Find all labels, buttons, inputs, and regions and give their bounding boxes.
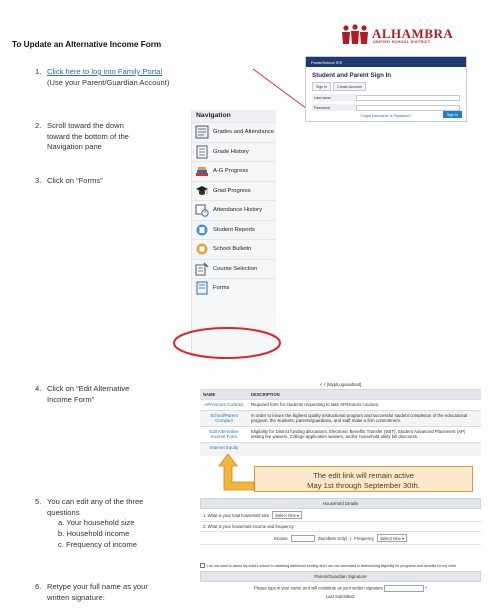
household-income-question-row xyxy=(200,522,481,532)
step-number: 2. xyxy=(35,121,42,130)
household-income-question: 2. What is your household income and frequency xyxy=(203,524,294,529)
signin-panel xyxy=(305,56,467,122)
form-description: In order to insure the highest quality instructional program and successful student completion of the educational program, the students, parents/guardians, and staff make a firm commitment. xyxy=(251,412,468,424)
opt-out-label: I do not want to assist my child's school in obtaining additional funding and I am not interested in determining eligibility for programs and benefits for my child xyxy=(207,563,456,568)
nav-label: A-G Progress xyxy=(213,168,249,175)
bulletin-icon xyxy=(195,242,209,256)
forms-highlight-ellipse xyxy=(170,325,285,361)
step-5-sub-b: b. Household income xyxy=(58,529,130,538)
callout-arrow xyxy=(218,452,258,494)
tab-create-account[interactable]: Create Account xyxy=(333,82,366,91)
nav-item-school-bulletin[interactable] xyxy=(192,239,276,259)
frequency-select[interactable]: Select One ▾ xyxy=(377,534,407,542)
nav-label: School Bulletin xyxy=(213,246,252,253)
opt-out-row xyxy=(200,560,481,571)
grades-icon xyxy=(195,125,209,139)
household-details-heading: Household Details xyxy=(200,498,481,509)
logo-name: ALHAMBRA xyxy=(372,26,454,41)
nav-item-grade-history[interactable] xyxy=(192,142,276,162)
income-row: Income (Numbers Only) | Frequency Select One ▾ xyxy=(200,532,481,545)
form-link-school-parent-compact[interactable]: School/Parent Compact xyxy=(210,412,238,423)
household-form xyxy=(200,498,481,545)
step-4 xyxy=(35,384,129,405)
navigation-pane xyxy=(191,110,276,356)
table-row xyxy=(200,410,481,426)
frequency-label: Frequency xyxy=(354,535,375,541)
nav-label: Grades and Attendance xyxy=(213,129,274,136)
reports-icon xyxy=(195,223,209,237)
household-size-select[interactable]: Select One ▾ xyxy=(272,511,302,519)
nav-item-ag-progress[interactable] xyxy=(192,161,276,181)
nav-label: Attendance History xyxy=(213,207,262,214)
step-number: 1. xyxy=(35,67,42,76)
username-label: Username xyxy=(312,94,356,101)
select-value: Select One xyxy=(275,512,296,518)
course-icon xyxy=(195,262,209,276)
signature-heading: Parent/Guardian Signature xyxy=(200,571,481,582)
income-label: Income xyxy=(273,535,288,541)
column-header-name: NAME xyxy=(203,392,216,397)
household-size-row xyxy=(200,509,481,522)
required-marker: * xyxy=(425,585,427,591)
nav-label: Student Reports xyxy=(213,226,255,233)
family-portal-link[interactable]: Click here to log into Family Portal xyxy=(47,67,163,76)
page-title: To Update an Alternative Income Form xyxy=(12,40,162,49)
callout-box xyxy=(254,466,473,492)
step-5-sub-a: a. Your household size xyxy=(58,518,135,527)
sign-in-button[interactable]: Sign In xyxy=(443,111,462,118)
password-label: Password xyxy=(312,104,356,111)
signature-section xyxy=(200,560,481,601)
nav-label: Course Selection xyxy=(213,265,258,272)
numbers-only-hint: (Numbers Only) xyxy=(317,535,348,541)
nav-item-grad-progress[interactable] xyxy=(192,181,276,201)
username-field[interactable] xyxy=(356,95,460,101)
form-description xyxy=(248,443,481,456)
signin-title: Student and Parent Sign In xyxy=(312,72,392,79)
income-input[interactable] xyxy=(291,535,315,542)
callout-line-1: The edit link will remain active xyxy=(313,471,414,480)
step-3-text: Click on “Forms” xyxy=(47,176,103,185)
signature-input[interactable] xyxy=(384,585,424,592)
table-row xyxy=(200,399,481,410)
forgot-link[interactable]: Forgot Username or Password? xyxy=(360,114,412,118)
step-6-line-2: written signature: xyxy=(47,592,105,602)
step-number: 3. xyxy=(35,176,42,185)
form-link-ap-honors[interactable]: AP/Honors Contract xyxy=(204,402,244,407)
forms-icon xyxy=(195,281,209,295)
signature-prompt: Please type in your name as it will constitute as your written signature xyxy=(254,585,383,591)
navigation-title: Navigation xyxy=(192,110,276,122)
password-field[interactable] xyxy=(356,105,460,111)
step-2-line-3: Navigation pane xyxy=(47,142,102,151)
tab-sign-in[interactable]: Sign In xyxy=(312,82,331,91)
step-6-line-1: Retype your full name as your xyxy=(47,582,148,591)
form-description: Required form for students requesting to take AP/Honors courses. xyxy=(251,402,380,407)
step-4-line-2: Income Form” xyxy=(47,394,95,404)
step-5-line-1: You can edit any of the three xyxy=(47,497,144,506)
step-2-line-2: toward the bottom of the xyxy=(47,131,129,141)
nav-item-grades[interactable] xyxy=(192,122,276,142)
household-size-question: 1. What is your total household size xyxy=(203,512,270,518)
step-2 xyxy=(35,121,129,153)
step-3 xyxy=(35,176,103,187)
step-4-line-1: Click on “Edit Alternative xyxy=(47,384,130,393)
form-link-edit-alternative-income[interactable]: Edit Alternative Income Form xyxy=(209,428,239,440)
step-5-line-2: questions xyxy=(47,507,80,517)
nav-item-course-selection[interactable] xyxy=(192,259,276,279)
forms-table xyxy=(200,380,481,456)
nav-item-attendance-history[interactable] xyxy=(192,200,276,220)
step-5 xyxy=(35,497,143,518)
table-row xyxy=(200,426,481,442)
books-icon xyxy=(195,164,209,178)
form-link-internet-equity[interactable]: Internet Equity xyxy=(209,444,239,450)
form-description: Eligibility for District funding allocations, Electronic Benefits Transfer (EBT), Student Advanced Placement (AP) testing fee waivers, College application waivers, and/or household utility bill discounts. xyxy=(251,428,466,440)
step-6 xyxy=(35,582,148,603)
nav-label: Grad Progress xyxy=(213,187,251,194)
nav-label: Forms xyxy=(213,285,230,292)
grade-history-icon xyxy=(195,145,209,159)
attendance-icon xyxy=(195,203,209,217)
logo-subtitle: UNIFIED SCHOOL DISTRICT xyxy=(373,40,431,44)
opt-out-checkbox[interactable] xyxy=(200,563,205,568)
callout-line-2: May 1st through September 30th. xyxy=(307,480,420,490)
last-submitted: Last Submitted: xyxy=(325,594,356,599)
graduation-cap-icon xyxy=(195,184,209,198)
nav-item-student-reports[interactable] xyxy=(192,220,276,240)
forms-table-toolbar: < < [MyplLogoandtext] xyxy=(200,380,481,390)
nav-label: Grade History xyxy=(213,148,249,155)
nav-item-forms[interactable] xyxy=(192,278,276,298)
step-1-note: (Use your Parent/Guardian Account) xyxy=(47,77,170,87)
step-number: 5. xyxy=(35,497,42,506)
signature-row xyxy=(200,582,481,594)
step-number: 4. xyxy=(35,384,42,393)
step-2-line-1: Scroll toward the down xyxy=(47,121,124,130)
column-header-description: DESCRIPTION xyxy=(251,392,280,397)
signin-brand: PowerSchool SIS xyxy=(306,57,466,67)
step-5-sub-c: c. Frequency of income xyxy=(58,540,137,549)
select-value: Select One xyxy=(380,535,401,541)
step-number: 6. xyxy=(35,582,42,591)
